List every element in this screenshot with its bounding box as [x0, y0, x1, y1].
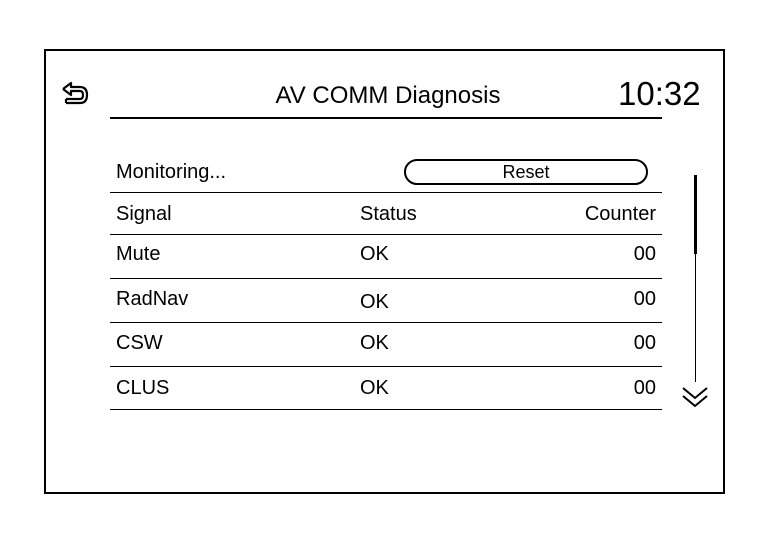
signal-status: OK [360, 377, 389, 399]
signal-status: OK [360, 243, 389, 265]
divider [110, 322, 662, 323]
clock: 10:32 [618, 75, 701, 112]
title-divider [110, 117, 662, 119]
reset-button[interactable]: Reset [404, 159, 648, 185]
divider [110, 409, 662, 410]
divider [110, 278, 662, 279]
column-header-signal: Signal [116, 203, 172, 225]
back-arrow-icon[interactable] [56, 80, 92, 112]
column-header-status: Status [360, 203, 417, 225]
signal-name: CSW [116, 332, 163, 354]
signal-name: RadNav [116, 288, 189, 310]
signal-counter: 00 [633, 377, 656, 399]
signal-counter: 00 [633, 332, 656, 354]
divider [110, 192, 662, 193]
divider [110, 366, 662, 367]
scrollbar-thumb[interactable] [694, 175, 697, 254]
signal-counter: 00 [633, 243, 656, 265]
signal-name: CLUS [116, 377, 170, 399]
page-title: AV COMM Diagnosis [275, 82, 501, 109]
column-header-counter: Counter [584, 203, 656, 225]
display-frame [44, 49, 725, 494]
double-chevron-down-icon[interactable] [680, 382, 710, 410]
divider [110, 234, 662, 235]
signal-status: OK [360, 332, 389, 354]
signal-name: Mute [116, 243, 161, 265]
scrollbar-track[interactable] [695, 254, 696, 382]
signal-status: OK [360, 291, 389, 313]
monitoring-status: Monitoring... [116, 161, 227, 183]
signal-counter: 00 [633, 288, 656, 310]
